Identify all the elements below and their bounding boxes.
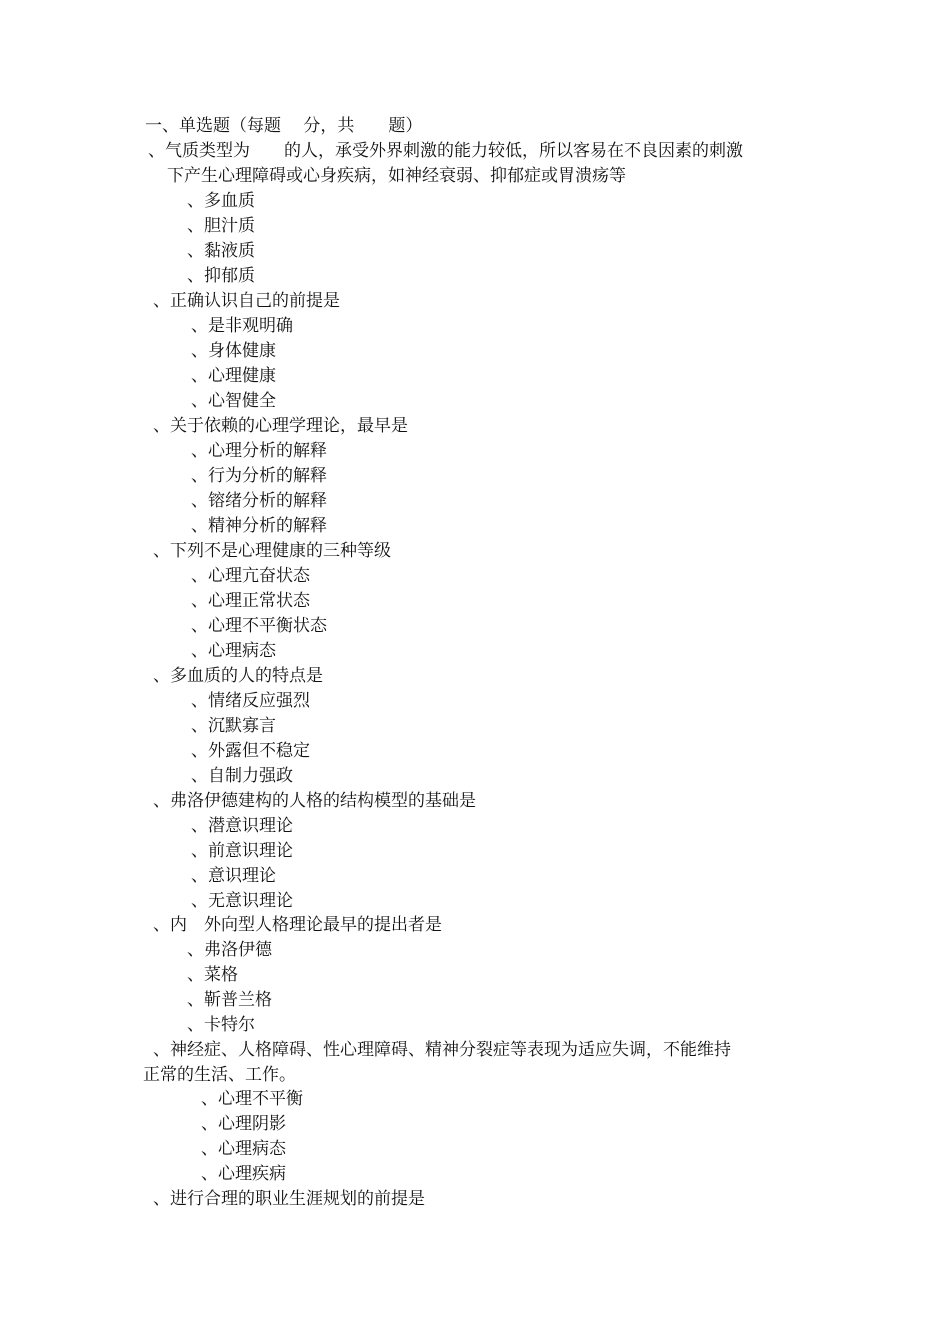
question-2-option-b: 、身体健康 xyxy=(191,341,276,361)
question-2-option-d: 、心智健全 xyxy=(191,391,276,411)
question-6-option-b: 、前意识理论 xyxy=(191,841,293,861)
section-title: 一、单选题（每题 分，共 题） xyxy=(145,116,423,136)
question-7-option-d: 、卡特尔 xyxy=(187,1015,255,1035)
question-4-option-c: 、心理不平衡状态 xyxy=(191,616,327,636)
question-2-stem: 、正确认识自己的前提是 xyxy=(153,291,340,311)
question-4-option-d: 、心理病态 xyxy=(191,641,276,661)
question-6-stem: 、弗洛伊德建构的人格的结构模型的基础是 xyxy=(153,791,476,811)
question-3-option-a: 、心理分析的解释 xyxy=(191,441,327,461)
question-3-stem: 、关于依赖的心理学理论，最早是 xyxy=(153,416,408,436)
question-5-option-c: 、外露但不稳定 xyxy=(191,741,310,761)
question-8-option-c: 、心理病态 xyxy=(201,1139,286,1159)
question-4-stem: 、下列不是心理健康的三种等级 xyxy=(153,541,391,561)
question-8-option-a: 、心理不平衡 xyxy=(201,1089,303,1109)
question-1-option-c: 、黏液质 xyxy=(187,241,255,261)
question-1-option-b: 、胆汁质 xyxy=(187,216,255,236)
question-6-option-a: 、潜意识理论 xyxy=(191,816,293,836)
question-1-stem-line-1: 、气质类型为 的人，承受外界刺激的能力较低，所以客易在不良因素的刺激 xyxy=(148,141,743,161)
question-8-option-b: 、心理阴影 xyxy=(201,1114,286,1134)
question-1-stem-line-2: 下产生心理障碍或心身疾病，如神经衰弱、抑郁症或胃溃疡等 xyxy=(167,166,626,186)
question-4-option-b: 、心理正常状态 xyxy=(191,591,310,611)
question-3-option-b: 、行为分析的解释 xyxy=(191,466,327,486)
question-9-stem: 、进行合理的职业生涯规划的前提是 xyxy=(153,1189,425,1209)
question-6-option-d: 、无意识理论 xyxy=(191,891,293,911)
question-7-option-a: 、弗洛伊德 xyxy=(187,940,272,960)
question-8-option-d: 、心理疾病 xyxy=(201,1164,286,1184)
question-5-option-a: 、情绪反应强烈 xyxy=(191,691,310,711)
question-5-option-d: 、自制力强政 xyxy=(191,766,293,786)
question-1-option-a: 、多血质 xyxy=(187,191,255,211)
question-7-option-b: 、菜格 xyxy=(187,965,238,985)
question-2-option-a: 、是非观明确 xyxy=(191,316,293,336)
question-5-option-b: 、沉默寡言 xyxy=(191,716,276,736)
question-3-option-c: 、镕绪分析的解释 xyxy=(191,491,327,511)
question-8-stem-line-2: 正常的生活、工作。 xyxy=(143,1065,296,1085)
question-5-stem: 、多血质的人的特点是 xyxy=(153,666,323,686)
question-8-stem-line-1: 、神经症、人格障碍、性心理障碍、精神分裂症等表现为适应失调，不能维持 xyxy=(153,1040,731,1060)
question-1-option-d: 、抑郁质 xyxy=(187,266,255,286)
question-7-option-c: 、靳普兰格 xyxy=(187,990,272,1010)
question-2-option-c: 、心理健康 xyxy=(191,366,276,386)
question-7-stem: 、内 外向型人格理论最早的提出者是 xyxy=(153,915,442,935)
question-6-option-c: 、意识理论 xyxy=(191,866,276,886)
question-3-option-d: 、精神分析的解释 xyxy=(191,516,327,536)
question-4-option-a: 、心理亢奋状态 xyxy=(191,566,310,586)
